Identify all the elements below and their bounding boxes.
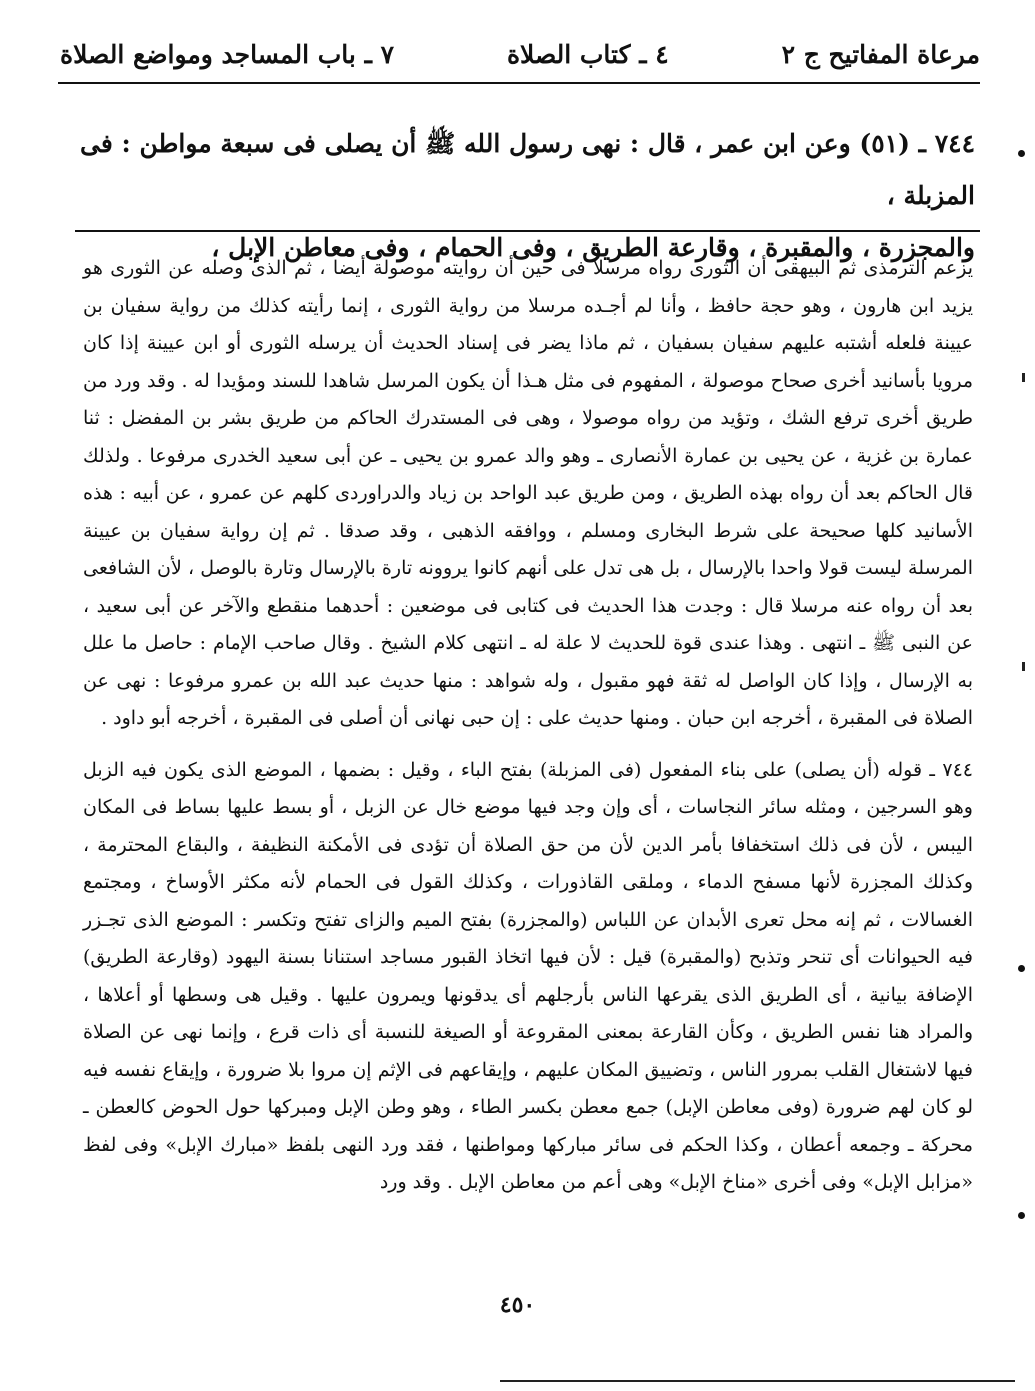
header-volume-title: مرعاة المفاتيح ج ٢ xyxy=(781,39,980,69)
margin-tick xyxy=(1022,662,1025,671)
margin-dot xyxy=(1018,965,1025,972)
header-book-title: ٤ ـ كتاب الصلاة xyxy=(506,39,669,69)
hadith-line-1: ٧٤٤ ـ (٥١) وعن ابن عمر ، قال : نهى رسول الله ﷺ أن يصلى فى سبعة مواطن : فى المزبلة ، xyxy=(80,129,976,210)
margin-dot xyxy=(1018,150,1025,157)
header-chapter-title: ٧ ـ باب المساجد ومواضع الصلاة xyxy=(60,39,395,69)
hadith-divider xyxy=(75,230,980,232)
hadith-line-2: والمجزرة ، والمقبرة ، وقارعة الطريق ، وفى الحمام ، وفى معاطن الإبل ، xyxy=(211,233,975,262)
commentary-paragraph-1: يزعم الترمذى ثم البيهقى أن الثورى رواه مرسلا فى حين أن روايته موصولة أيضا ، ثم الذى وصله عن الثورى هو يزيد ابن هارون ، وهو حجة حافظ ، وأنا لم أجـده مرسلا من رواية الثورى ، إنما رأيته كذلك من رواية سفيان بن عيينة فلعله أشتبه عليهم سفيان بسفيان ، ثم ماذا يضر فى إسناد الحديث أن يرسله الثورى أو ابن عيينة إذا كان مرويا بأسانيد أخرى صحاح موصولة ، المفهوم فى مثل هـذا أن يكون المرسل شاهدا للسند ومؤيدا له . وقد ورد من طريق أخرى ترفع الشك ، وتؤيد من رواه موصولا ، وهى فى المستدرك الحاكم من طريق بشر بن المفضل : ثنا عمارة بن غزية ، عن يحيى بن عمارة الأنصارى ـ وهو والد عمرو بن يحيى ـ عن أبى سعيد الخدرى مرفوعا . ولذلك قال الحاكم بعد أن رواه بهذه الطريق ، ومن طريق عبد الواحد بن زياد والدراوردى كلهم عن عمرو ، عن أبيه : هذه الأسانيد كلها صحيحة على شرط البخارى ومسلم ، ووافقه الذهبى ، وقد صدقا . ثم إن رواية سفيان بن عيينة المرسلة ليست قولا واحدا بالإرسال ، بل هى تدل على أنهم كانوا يروونه تارة بالإرسال وتارة بالوصل ، لأن الشافعى بعد أن رواه عنه مرسلا قال : وجدت هذا الحديث فى كتابى فى موضعين : أحدهما منقطع والآخر عن أبى سعيد ، عن النبى ﷺ ـ انتهى . وهذا عندى قوة للحديث لا علة له ـ انتهى كلام الشيخ . وقال صاحب الإمام : حاصل ما علل به الإرسال ، وإذا كان الواصل له ثقة فهو مقبول ، وله شواهد : منها حديث عبد الله بن عمرو مرفوعا : نهى عن الصلاة فى المقبرة ، أخرجه ابن حبان . ومنها حديث على : إن حبى نهانى أن أصلى فى المقبرة ، أخرجه أبو داود . xyxy=(83,257,973,729)
margin-tick xyxy=(1022,373,1025,382)
header-divider xyxy=(58,82,980,84)
commentary-paragraph-2: ٧٤٤ ـ قوله (أن يصلى) على بناء المفعول (فى المزبلة) بفتح الباء ، وقيل : بضمها ، الموضع الذى يكون فيه الزبل وهو السرجين ، ومثله سائر النجاسات ، أى وإن وجد فيها موضع خال عن الزبل ، أو بسط عليها بساط فى المكان اليبس ، لأن فى ذلك استخفافا بأمر الدين لأن من حق الصلاة أن تؤدى فى الأمكنة النظيفة ، والبقاع المحترمة ، وكذلك المجزرة لأنها مسفح الدماء ، وملقى القاذورات ، وكذلك القول فى الحمام لأنه مكثر الأوساخ ، ومجتمع الغسالات ، ثم إنه محل تعرى الأبدان عن اللباس (والمجزرة) بفتح الميم والزاى تفتح وتكسر : الموضع الذى تجـزر فيه الحيوانات أى تنحر وتذبح (والمقبرة) قيل : لأن فيها اتخاذ القبور مساجد استنانا بسنة اليهود (وقارعة الطريق) الإضافة بيانية ، أى الطريق الذى يقرعها الناس بأرجلهم أى يدقونها ويمرون عليها . وقيل هى وسطها أو أعلاها ، والمراد هنا نفس الطريق ، وكأن القارعة بمعنى المقروعة أو الصيغة للنسبة أى ذات قرع ، وإنما نهى عن الصلاة فيها لاشتغال القلب بمرور الناس ، وتضييق المكان عليهم ، وإيقاعهم فى الإثم إن مروا بلا ضرورة ، وإيقاع نفسه فيه لو كان لهم ضرورة (وفى معاطن الإبل) جمع معطن بكسر الطاء ، وهو وطن الإبل ومبركها حول الحوض كالعطن ـ محركة ـ وجمعه أعطان ، وكذا الحكم فى سائر مباركها ومواطنها ، فقد ورد النهى بلفظ «مبارك الإبل» وفى لفظ «مزابل الإبل» وفى أخرى «مناخ الإبل» وهى أعم من معاطن الإبل . وقد ورد xyxy=(83,758,973,1193)
bottom-edge-line xyxy=(500,1380,1015,1382)
margin-dot xyxy=(1018,1212,1025,1219)
running-header xyxy=(60,32,980,76)
page-number: ٤٥٠ xyxy=(499,1292,536,1318)
commentary-section xyxy=(83,250,973,1202)
